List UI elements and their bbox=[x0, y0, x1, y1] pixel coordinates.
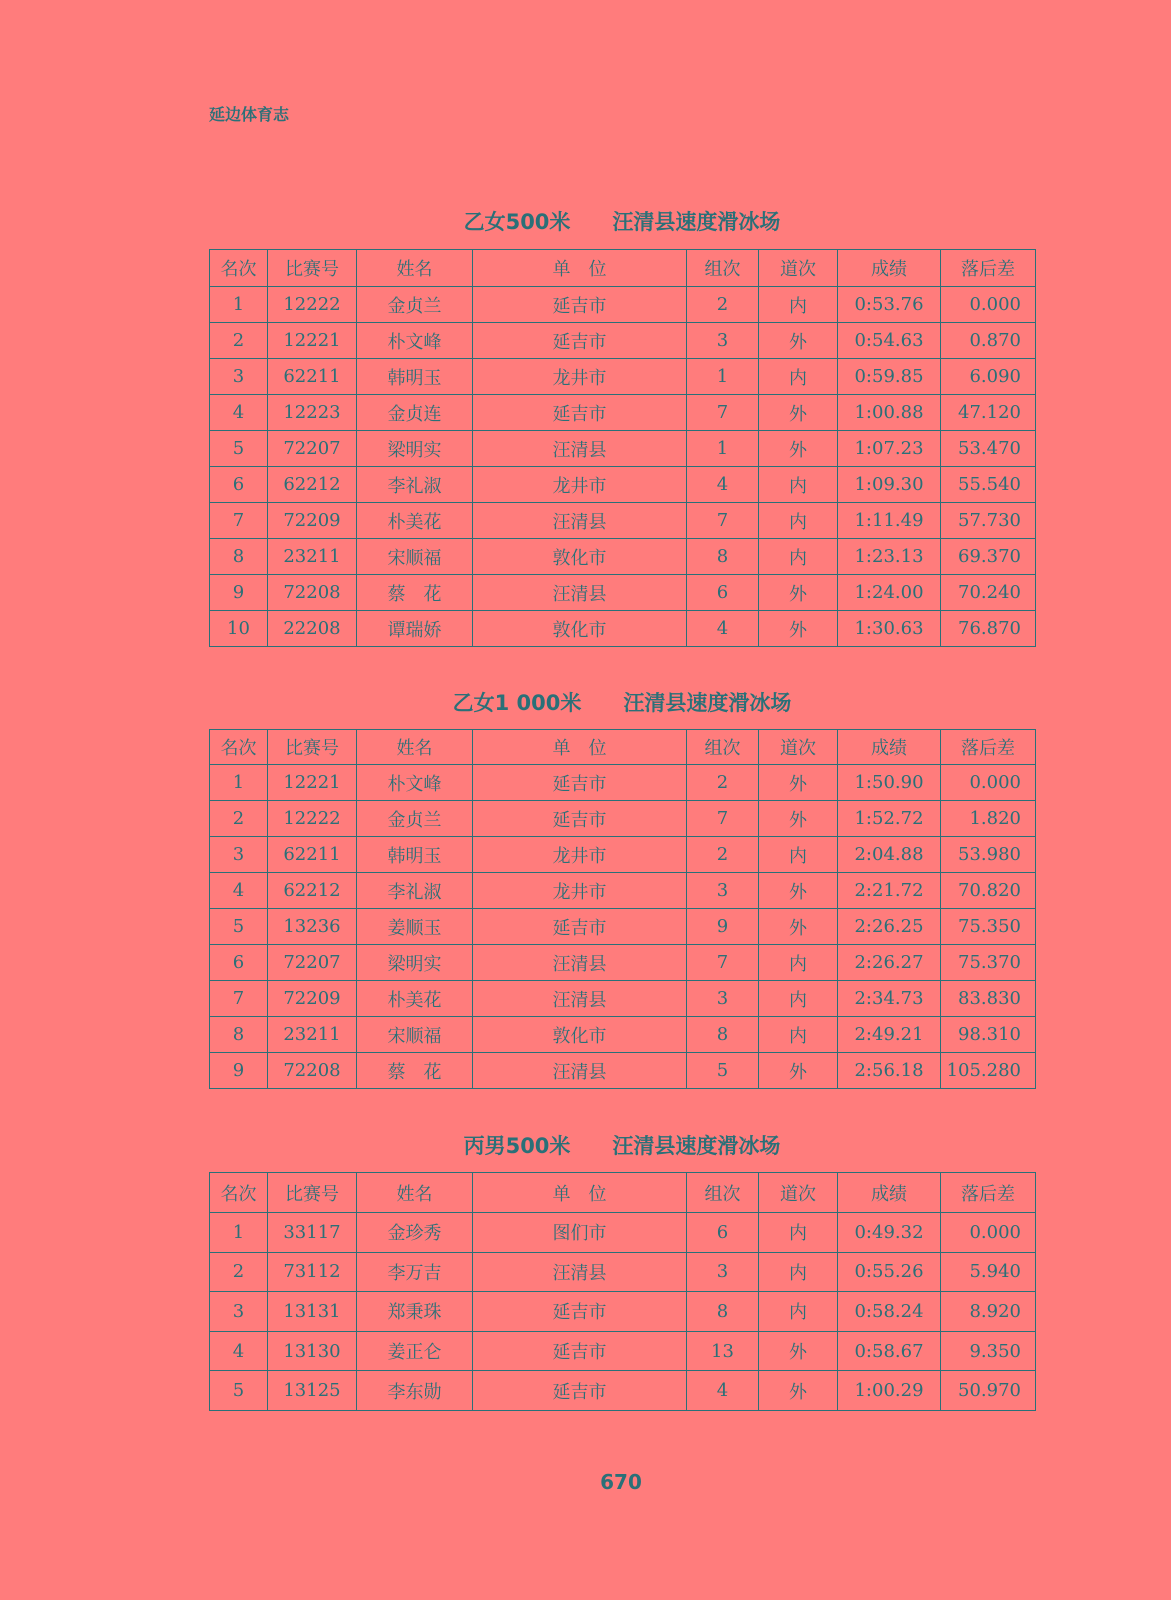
table-cell: 2 bbox=[687, 837, 759, 873]
table-cell: 3 bbox=[687, 323, 759, 359]
table-cell: 0.000 bbox=[941, 765, 1036, 801]
table-row bbox=[210, 1292, 1036, 1332]
table-cell: 70.820 bbox=[941, 873, 1036, 909]
table-cell: 4 bbox=[687, 467, 759, 503]
table-cell: 4 bbox=[210, 873, 268, 909]
table-cell: 延吉市 bbox=[473, 287, 687, 323]
table-cell: 0:54.63 bbox=[838, 323, 941, 359]
table-cell: 延吉市 bbox=[473, 1331, 687, 1371]
table-cell: 3 bbox=[210, 1292, 268, 1332]
table-cell: 1:52.72 bbox=[838, 801, 941, 837]
table-cell: 70.240 bbox=[941, 575, 1036, 611]
table-cell: 1:50.90 bbox=[838, 765, 941, 801]
table-cell: 延吉市 bbox=[473, 395, 687, 431]
table-cell: 0.870 bbox=[941, 323, 1036, 359]
table-row bbox=[210, 611, 1036, 647]
table-cell: 2 bbox=[687, 765, 759, 801]
table-cell: 龙井市 bbox=[473, 467, 687, 503]
column-header: 组次 bbox=[687, 730, 759, 765]
column-header: 成绩 bbox=[838, 250, 941, 287]
table-cell: 龙井市 bbox=[473, 837, 687, 873]
table-cell: 7 bbox=[687, 801, 759, 837]
table-cell: 汪清县 bbox=[473, 945, 687, 981]
page-number: 670 bbox=[600, 1470, 642, 1494]
table-row bbox=[210, 467, 1036, 503]
table-cell: 105.280 bbox=[941, 1053, 1036, 1089]
table-row bbox=[210, 1017, 1036, 1053]
table-row bbox=[210, 287, 1036, 323]
table-cell: 内 bbox=[759, 1017, 838, 1053]
table-cell: 6 bbox=[687, 1213, 759, 1253]
table-cell: 8 bbox=[687, 1017, 759, 1053]
table-cell: 延吉市 bbox=[473, 909, 687, 945]
table-cell: 内 bbox=[759, 981, 838, 1017]
column-header: 姓名 bbox=[357, 1173, 473, 1213]
table-row bbox=[210, 395, 1036, 431]
table-cell: 1:09.30 bbox=[838, 467, 941, 503]
column-header: 成绩 bbox=[838, 1173, 941, 1213]
table-cell: 内 bbox=[759, 945, 838, 981]
table-cell: 7 bbox=[687, 503, 759, 539]
table-cell: 72207 bbox=[268, 945, 357, 981]
table-cell: 汪清县 bbox=[473, 431, 687, 467]
table-row bbox=[210, 1252, 1036, 1292]
table-cell: 62212 bbox=[268, 873, 357, 909]
table-cell: 宋顺福 bbox=[357, 1017, 473, 1053]
table-cell: 7 bbox=[687, 945, 759, 981]
table-cell: 内 bbox=[759, 1292, 838, 1332]
table-cell: 76.870 bbox=[941, 611, 1036, 647]
column-header: 姓名 bbox=[357, 730, 473, 765]
table-cell: 72207 bbox=[268, 431, 357, 467]
table-cell: 延吉市 bbox=[473, 323, 687, 359]
column-header: 组次 bbox=[687, 250, 759, 287]
section-title: 乙女500米 汪清县速度滑冰场 bbox=[463, 210, 781, 234]
table-cell: 朴文峰 bbox=[357, 765, 473, 801]
table-cell: 1:07.23 bbox=[838, 431, 941, 467]
table-cell: 1 bbox=[210, 1213, 268, 1253]
table-cell: 13236 bbox=[268, 909, 357, 945]
results-table bbox=[209, 1172, 1036, 1411]
table-cell: 延吉市 bbox=[473, 765, 687, 801]
table-cell: 6 bbox=[210, 467, 268, 503]
table-cell: 汪清县 bbox=[473, 503, 687, 539]
running-header: 延边体育志 bbox=[209, 105, 290, 124]
table-cell: 12221 bbox=[268, 765, 357, 801]
table-cell: 75.370 bbox=[941, 945, 1036, 981]
table-cell: 1 bbox=[210, 765, 268, 801]
table-cell: 2 bbox=[210, 323, 268, 359]
table-cell: 12221 bbox=[268, 323, 357, 359]
section-title: 丙男500米 汪清县速度滑冰场 bbox=[463, 1134, 781, 1158]
column-header: 落后差 bbox=[941, 250, 1036, 287]
table-cell: 2:26.27 bbox=[838, 945, 941, 981]
table-cell: 2 bbox=[687, 287, 759, 323]
table-cell: 外 bbox=[759, 1331, 838, 1371]
table-cell: 13125 bbox=[268, 1371, 357, 1411]
table-cell: 1:11.49 bbox=[838, 503, 941, 539]
table-cell: 谭瑞娇 bbox=[357, 611, 473, 647]
table-row bbox=[210, 873, 1036, 909]
table-cell: 4 bbox=[210, 1331, 268, 1371]
table-cell: 内 bbox=[759, 359, 838, 395]
table-cell: 3 bbox=[687, 873, 759, 909]
table-cell: 4 bbox=[687, 611, 759, 647]
table-cell: 汪清县 bbox=[473, 1252, 687, 1292]
table-cell: 5.940 bbox=[941, 1252, 1036, 1292]
table-cell: 敦化市 bbox=[473, 1017, 687, 1053]
table-cell: 外 bbox=[759, 1371, 838, 1411]
table-cell: 汪清县 bbox=[473, 1053, 687, 1089]
table-cell: 1:00.88 bbox=[838, 395, 941, 431]
table-cell: 3 bbox=[687, 981, 759, 1017]
table-cell: 72209 bbox=[268, 503, 357, 539]
table-header-row bbox=[210, 730, 1036, 765]
table-cell: 7 bbox=[210, 981, 268, 1017]
table-cell: 内 bbox=[759, 539, 838, 575]
table-cell: 蔡 花 bbox=[357, 575, 473, 611]
table-cell: 宋顺福 bbox=[357, 539, 473, 575]
results-table bbox=[209, 729, 1036, 1089]
table-cell: 1.820 bbox=[941, 801, 1036, 837]
table-cell: 72208 bbox=[268, 575, 357, 611]
table-cell: 0:58.24 bbox=[838, 1292, 941, 1332]
table-header-row bbox=[210, 1173, 1036, 1213]
table-cell: 龙井市 bbox=[473, 359, 687, 395]
table-row bbox=[210, 1213, 1036, 1253]
table-cell: 0.000 bbox=[941, 287, 1036, 323]
table-cell: 郑秉珠 bbox=[357, 1292, 473, 1332]
table-row bbox=[210, 945, 1036, 981]
table-cell: 5 bbox=[210, 1371, 268, 1411]
table-cell: 内 bbox=[759, 287, 838, 323]
table-cell: 2:34.73 bbox=[838, 981, 941, 1017]
table-cell: 7 bbox=[210, 503, 268, 539]
table-cell: 内 bbox=[759, 467, 838, 503]
table-cell: 2:49.21 bbox=[838, 1017, 941, 1053]
table-cell: 敦化市 bbox=[473, 611, 687, 647]
table-cell: 外 bbox=[759, 801, 838, 837]
table-cell: 朴美花 bbox=[357, 503, 473, 539]
table-cell: 2 bbox=[210, 1252, 268, 1292]
table-cell: 0:59.85 bbox=[838, 359, 941, 395]
table-cell: 12222 bbox=[268, 801, 357, 837]
table-cell: 13130 bbox=[268, 1331, 357, 1371]
table-cell: 72209 bbox=[268, 981, 357, 1017]
table-cell: 8 bbox=[687, 539, 759, 575]
table-row bbox=[210, 909, 1036, 945]
table-cell: 57.730 bbox=[941, 503, 1036, 539]
table-cell: 6 bbox=[687, 575, 759, 611]
column-header: 姓名 bbox=[357, 250, 473, 287]
table-cell: 汪清县 bbox=[473, 981, 687, 1017]
table-cell: 龙井市 bbox=[473, 873, 687, 909]
table-row bbox=[210, 539, 1036, 575]
table-cell: 5 bbox=[687, 1053, 759, 1089]
table-cell: 韩明玉 bbox=[357, 359, 473, 395]
table-cell: 62212 bbox=[268, 467, 357, 503]
table-cell: 8 bbox=[210, 539, 268, 575]
table-cell: 0.000 bbox=[941, 1213, 1036, 1253]
column-header: 单 位 bbox=[473, 250, 687, 287]
table-cell: 8.920 bbox=[941, 1292, 1036, 1332]
table-cell: 4 bbox=[210, 395, 268, 431]
table-cell: 2 bbox=[210, 801, 268, 837]
table-cell: 8 bbox=[210, 1017, 268, 1053]
table-row bbox=[210, 837, 1036, 873]
table-cell: 3 bbox=[210, 359, 268, 395]
table-cell: 69.370 bbox=[941, 539, 1036, 575]
table-row bbox=[210, 1331, 1036, 1371]
table-cell: 梁明实 bbox=[357, 945, 473, 981]
table-cell: 外 bbox=[759, 765, 838, 801]
table-cell: 9 bbox=[687, 909, 759, 945]
table-cell: 1:24.00 bbox=[838, 575, 941, 611]
table-cell: 外 bbox=[759, 395, 838, 431]
column-header: 道次 bbox=[759, 1173, 838, 1213]
table-cell: 1:23.13 bbox=[838, 539, 941, 575]
table-cell: 外 bbox=[759, 873, 838, 909]
table-cell: 延吉市 bbox=[473, 801, 687, 837]
column-header: 单 位 bbox=[473, 1173, 687, 1213]
table-cell: 1:30.63 bbox=[838, 611, 941, 647]
table-cell: 47.120 bbox=[941, 395, 1036, 431]
table-cell: 姜正仑 bbox=[357, 1331, 473, 1371]
table-cell: 62211 bbox=[268, 359, 357, 395]
column-header: 成绩 bbox=[838, 730, 941, 765]
column-header: 名次 bbox=[210, 250, 268, 287]
column-header: 名次 bbox=[210, 1173, 268, 1213]
results-table bbox=[209, 249, 1036, 647]
table-cell: 姜顺玉 bbox=[357, 909, 473, 945]
table-cell: 3 bbox=[210, 837, 268, 873]
table-cell: 73112 bbox=[268, 1252, 357, 1292]
table-cell: 梁明实 bbox=[357, 431, 473, 467]
column-header: 落后差 bbox=[941, 1173, 1036, 1213]
column-header: 名次 bbox=[210, 730, 268, 765]
table-cell: 12222 bbox=[268, 287, 357, 323]
table-cell: 0:53.76 bbox=[838, 287, 941, 323]
table-cell: 4 bbox=[687, 1371, 759, 1411]
table-row bbox=[210, 1371, 1036, 1411]
table-cell: 外 bbox=[759, 323, 838, 359]
table-cell: 13 bbox=[687, 1331, 759, 1371]
table-row bbox=[210, 431, 1036, 467]
table-cell: 蔡 花 bbox=[357, 1053, 473, 1089]
table-row bbox=[210, 359, 1036, 395]
column-header: 比赛号 bbox=[268, 250, 357, 287]
table-header-row bbox=[210, 250, 1036, 287]
table-cell: 李万吉 bbox=[357, 1252, 473, 1292]
table-cell: 朴美花 bbox=[357, 981, 473, 1017]
table-cell: 9.350 bbox=[941, 1331, 1036, 1371]
table-cell: 5 bbox=[210, 909, 268, 945]
table-row bbox=[210, 801, 1036, 837]
table-row bbox=[210, 765, 1036, 801]
table-cell: 0:49.32 bbox=[838, 1213, 941, 1253]
table-cell: 98.310 bbox=[941, 1017, 1036, 1053]
table-cell: 3 bbox=[687, 1252, 759, 1292]
table-cell: 金贞兰 bbox=[357, 801, 473, 837]
table-cell: 韩明玉 bbox=[357, 837, 473, 873]
table-cell: 50.970 bbox=[941, 1371, 1036, 1411]
table-cell: 83.830 bbox=[941, 981, 1036, 1017]
column-header: 落后差 bbox=[941, 730, 1036, 765]
table-cell: 内 bbox=[759, 503, 838, 539]
table-cell: 62211 bbox=[268, 837, 357, 873]
table-cell: 李东勋 bbox=[357, 1371, 473, 1411]
table-cell: 22208 bbox=[268, 611, 357, 647]
table-cell: 5 bbox=[210, 431, 268, 467]
table-cell: 外 bbox=[759, 431, 838, 467]
column-header: 比赛号 bbox=[268, 1173, 357, 1213]
table-cell: 23211 bbox=[268, 1017, 357, 1053]
table-row bbox=[210, 1053, 1036, 1089]
table-cell: 金贞兰 bbox=[357, 287, 473, 323]
table-cell: 75.350 bbox=[941, 909, 1036, 945]
table-cell: 0:58.67 bbox=[838, 1331, 941, 1371]
table-cell: 8 bbox=[687, 1292, 759, 1332]
table-cell: 1:00.29 bbox=[838, 1371, 941, 1411]
table-cell: 外 bbox=[759, 909, 838, 945]
table-cell: 延吉市 bbox=[473, 1371, 687, 1411]
table-cell: 金珍秀 bbox=[357, 1213, 473, 1253]
table-cell: 23211 bbox=[268, 539, 357, 575]
table-cell: 2:21.72 bbox=[838, 873, 941, 909]
table-cell: 朴文峰 bbox=[357, 323, 473, 359]
column-header: 道次 bbox=[759, 730, 838, 765]
table-cell: 0:55.26 bbox=[838, 1252, 941, 1292]
table-row bbox=[210, 575, 1036, 611]
section-title: 乙女1 000米 汪清县速度滑冰场 bbox=[452, 691, 792, 715]
table-cell: 李礼淑 bbox=[357, 873, 473, 909]
table-cell: 13131 bbox=[268, 1292, 357, 1332]
table-cell: 内 bbox=[759, 1213, 838, 1253]
table-cell: 2:04.88 bbox=[838, 837, 941, 873]
table-cell: 9 bbox=[210, 575, 268, 611]
column-header: 组次 bbox=[687, 1173, 759, 1213]
table-cell: 敦化市 bbox=[473, 539, 687, 575]
table-cell: 10 bbox=[210, 611, 268, 647]
table-row bbox=[210, 981, 1036, 1017]
table-cell: 李礼淑 bbox=[357, 467, 473, 503]
table-cell: 金贞连 bbox=[357, 395, 473, 431]
table-cell: 53.470 bbox=[941, 431, 1036, 467]
table-cell: 9 bbox=[210, 1053, 268, 1089]
table-cell: 外 bbox=[759, 575, 838, 611]
table-cell: 1 bbox=[687, 359, 759, 395]
table-cell: 7 bbox=[687, 395, 759, 431]
table-cell: 内 bbox=[759, 837, 838, 873]
table-cell: 33117 bbox=[268, 1213, 357, 1253]
column-header: 单 位 bbox=[473, 730, 687, 765]
table-cell: 53.980 bbox=[941, 837, 1036, 873]
table-cell: 2:26.25 bbox=[838, 909, 941, 945]
table-cell: 外 bbox=[759, 611, 838, 647]
table-row bbox=[210, 323, 1036, 359]
table-row bbox=[210, 503, 1036, 539]
table-cell: 55.540 bbox=[941, 467, 1036, 503]
table-cell: 1 bbox=[210, 287, 268, 323]
table-cell: 6 bbox=[210, 945, 268, 981]
table-cell: 延吉市 bbox=[473, 1292, 687, 1332]
table-cell: 内 bbox=[759, 1252, 838, 1292]
table-cell: 汪清县 bbox=[473, 575, 687, 611]
table-cell: 12223 bbox=[268, 395, 357, 431]
table-cell: 72208 bbox=[268, 1053, 357, 1089]
table-cell: 外 bbox=[759, 1053, 838, 1089]
table-cell: 2:56.18 bbox=[838, 1053, 941, 1089]
table-cell: 1 bbox=[687, 431, 759, 467]
table-cell: 图们市 bbox=[473, 1213, 687, 1253]
column-header: 比赛号 bbox=[268, 730, 357, 765]
column-header: 道次 bbox=[759, 250, 838, 287]
table-cell: 6.090 bbox=[941, 359, 1036, 395]
